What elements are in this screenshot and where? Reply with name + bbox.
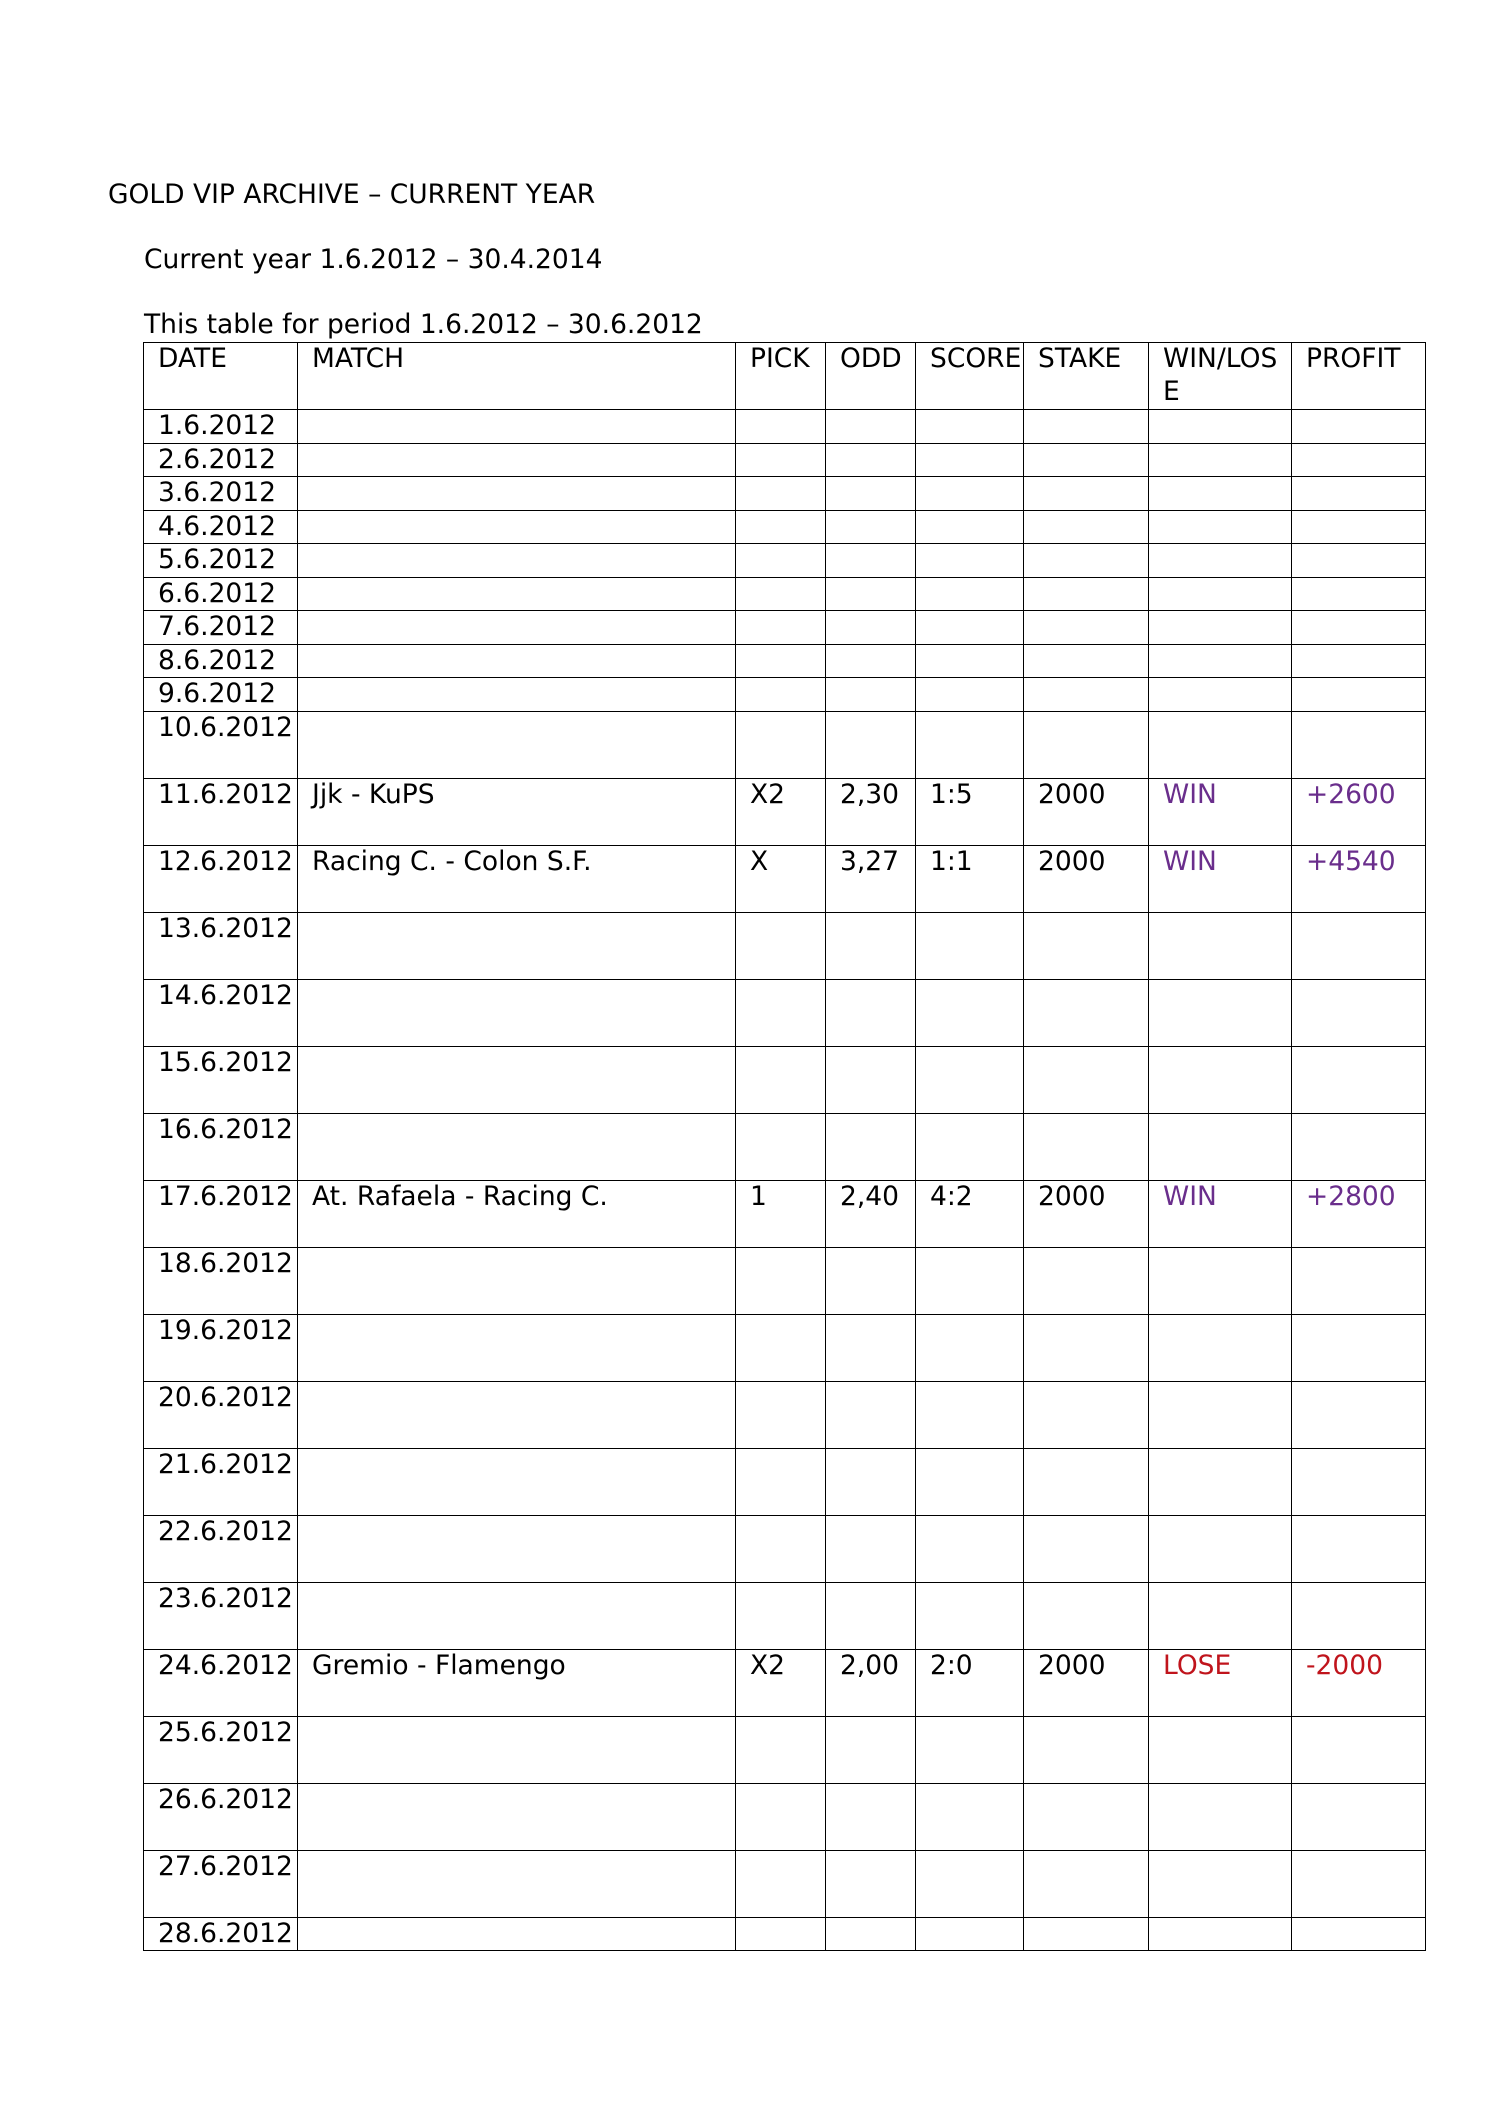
stake-cell bbox=[1024, 1917, 1149, 1951]
date-cell: 11.6.2012 bbox=[144, 778, 298, 845]
pick-cell bbox=[736, 1314, 826, 1381]
score-cell bbox=[916, 1113, 1024, 1180]
stake-cell bbox=[1024, 477, 1149, 511]
match-cell bbox=[298, 477, 736, 511]
pick-cell bbox=[736, 1515, 826, 1582]
table-row bbox=[144, 1649, 1426, 1716]
table-row bbox=[144, 1783, 1426, 1850]
table-row bbox=[144, 912, 1426, 979]
win-lose-cell bbox=[1149, 1314, 1292, 1381]
profit-cell bbox=[1292, 1917, 1426, 1951]
pick-cell bbox=[736, 410, 826, 444]
win-lose-cell bbox=[1149, 1046, 1292, 1113]
pick-cell: X2 bbox=[736, 1649, 826, 1716]
table-row bbox=[144, 678, 1426, 712]
match-cell bbox=[298, 1046, 736, 1113]
match-cell bbox=[298, 711, 736, 778]
win-lose-cell bbox=[1149, 1381, 1292, 1448]
odd-cell: 2,40 bbox=[826, 1180, 916, 1247]
win-lose-cell bbox=[1149, 1783, 1292, 1850]
table-row bbox=[144, 1247, 1426, 1314]
profit-cell bbox=[1292, 1850, 1426, 1917]
score-cell bbox=[916, 410, 1024, 444]
period-line: This table for period 1.6.2012 – 30.6.2012 bbox=[144, 309, 703, 340]
pick-cell bbox=[736, 1917, 826, 1951]
win-lose-cell bbox=[1149, 577, 1292, 611]
odd-cell bbox=[826, 410, 916, 444]
table-row bbox=[144, 1046, 1426, 1113]
table-row bbox=[144, 979, 1426, 1046]
profit-cell bbox=[1292, 510, 1426, 544]
stake-cell bbox=[1024, 1046, 1149, 1113]
odd-cell bbox=[826, 1917, 916, 1951]
date-cell: 23.6.2012 bbox=[144, 1582, 298, 1649]
odd-cell: 3,27 bbox=[826, 845, 916, 912]
header-row bbox=[144, 343, 1426, 410]
win-lose-cell: WIN bbox=[1149, 778, 1292, 845]
odd-cell bbox=[826, 1850, 916, 1917]
win-lose-cell bbox=[1149, 477, 1292, 511]
match-cell bbox=[298, 1850, 736, 1917]
match-cell bbox=[298, 1515, 736, 1582]
table-row bbox=[144, 1381, 1426, 1448]
stake-cell bbox=[1024, 678, 1149, 712]
table-row bbox=[144, 1113, 1426, 1180]
score-cell bbox=[916, 678, 1024, 712]
date-cell: 3.6.2012 bbox=[144, 477, 298, 511]
archive-table-body bbox=[144, 343, 1426, 1951]
win-lose-cell: WIN bbox=[1149, 845, 1292, 912]
match-cell bbox=[298, 1314, 736, 1381]
stake-cell bbox=[1024, 577, 1149, 611]
odd-cell bbox=[826, 678, 916, 712]
win-lose-cell bbox=[1149, 1113, 1292, 1180]
odd-cell bbox=[826, 443, 916, 477]
win-lose-cell bbox=[1149, 544, 1292, 578]
profit-cell bbox=[1292, 1515, 1426, 1582]
profit-cell bbox=[1292, 1582, 1426, 1649]
match-cell bbox=[298, 644, 736, 678]
table-row bbox=[144, 410, 1426, 444]
stake-cell: 2000 bbox=[1024, 778, 1149, 845]
odd-cell bbox=[826, 1582, 916, 1649]
pick-cell bbox=[736, 912, 826, 979]
win-lose-cell bbox=[1149, 979, 1292, 1046]
score-cell: 2:0 bbox=[916, 1649, 1024, 1716]
date-cell: 21.6.2012 bbox=[144, 1448, 298, 1515]
date-cell: 14.6.2012 bbox=[144, 979, 298, 1046]
stake-cell bbox=[1024, 1381, 1149, 1448]
date-cell: 25.6.2012 bbox=[144, 1716, 298, 1783]
table-row bbox=[144, 443, 1426, 477]
header-profit: PROFIT bbox=[1292, 343, 1426, 410]
pick-cell bbox=[736, 577, 826, 611]
score-cell bbox=[916, 644, 1024, 678]
score-cell bbox=[916, 477, 1024, 511]
date-cell: 7.6.2012 bbox=[144, 611, 298, 645]
pick-cell bbox=[736, 1046, 826, 1113]
table-row bbox=[144, 577, 1426, 611]
match-cell bbox=[298, 577, 736, 611]
odd-cell bbox=[826, 1046, 916, 1113]
pick-cell: X2 bbox=[736, 778, 826, 845]
odd-cell bbox=[826, 1314, 916, 1381]
score-cell bbox=[916, 1783, 1024, 1850]
date-cell: 27.6.2012 bbox=[144, 1850, 298, 1917]
header-win-lose: WIN/LOSE bbox=[1149, 343, 1292, 410]
stake-cell bbox=[1024, 1582, 1149, 1649]
win-lose-cell bbox=[1149, 678, 1292, 712]
date-cell: 28.6.2012 bbox=[144, 1917, 298, 1951]
date-cell: 5.6.2012 bbox=[144, 544, 298, 578]
table-row bbox=[144, 1180, 1426, 1247]
match-cell bbox=[298, 1716, 736, 1783]
archive-table bbox=[143, 342, 1426, 1951]
match-cell: Gremio - Flamengo bbox=[298, 1649, 736, 1716]
score-cell bbox=[916, 979, 1024, 1046]
pick-cell bbox=[736, 1716, 826, 1783]
profit-cell bbox=[1292, 1247, 1426, 1314]
stake-cell: 2000 bbox=[1024, 1649, 1149, 1716]
win-lose-cell bbox=[1149, 711, 1292, 778]
header-date: DATE bbox=[144, 343, 298, 410]
match-cell bbox=[298, 544, 736, 578]
odd-cell bbox=[826, 1448, 916, 1515]
pick-cell bbox=[736, 477, 826, 511]
win-lose-cell bbox=[1149, 1716, 1292, 1783]
header-score: SCORE bbox=[916, 343, 1024, 410]
stake-cell bbox=[1024, 1850, 1149, 1917]
odd-cell bbox=[826, 510, 916, 544]
match-cell: Jjk - KuPS bbox=[298, 778, 736, 845]
table-row bbox=[144, 1716, 1426, 1783]
win-lose-cell: WIN bbox=[1149, 1180, 1292, 1247]
profit-cell bbox=[1292, 711, 1426, 778]
date-cell: 6.6.2012 bbox=[144, 577, 298, 611]
pick-cell bbox=[736, 1448, 826, 1515]
profit-cell bbox=[1292, 544, 1426, 578]
date-cell: 2.6.2012 bbox=[144, 443, 298, 477]
stake-cell bbox=[1024, 410, 1149, 444]
match-cell bbox=[298, 611, 736, 645]
profit-cell bbox=[1292, 443, 1426, 477]
table-row bbox=[144, 1582, 1426, 1649]
score-cell bbox=[916, 1716, 1024, 1783]
pick-cell bbox=[736, 979, 826, 1046]
stake-cell bbox=[1024, 1314, 1149, 1381]
pick-cell bbox=[736, 443, 826, 477]
score-cell bbox=[916, 577, 1024, 611]
table-row bbox=[144, 1850, 1426, 1917]
score-cell bbox=[916, 443, 1024, 477]
match-cell bbox=[298, 1247, 736, 1314]
match-cell bbox=[298, 979, 736, 1046]
score-cell bbox=[916, 544, 1024, 578]
profit-cell bbox=[1292, 1314, 1426, 1381]
profit-cell bbox=[1292, 1046, 1426, 1113]
score-cell bbox=[916, 711, 1024, 778]
table-row bbox=[144, 1917, 1426, 1951]
date-cell: 19.6.2012 bbox=[144, 1314, 298, 1381]
stake-cell bbox=[1024, 510, 1149, 544]
profit-cell bbox=[1292, 1113, 1426, 1180]
odd-cell bbox=[826, 544, 916, 578]
stake-cell bbox=[1024, 544, 1149, 578]
profit-cell bbox=[1292, 912, 1426, 979]
win-lose-cell bbox=[1149, 410, 1292, 444]
odd-cell bbox=[826, 1247, 916, 1314]
match-cell bbox=[298, 510, 736, 544]
stake-cell bbox=[1024, 1247, 1149, 1314]
win-lose-cell: LOSE bbox=[1149, 1649, 1292, 1716]
score-cell bbox=[916, 1582, 1024, 1649]
match-cell bbox=[298, 1381, 736, 1448]
table-row bbox=[144, 1314, 1426, 1381]
pick-cell bbox=[736, 1247, 826, 1314]
stake-cell bbox=[1024, 1515, 1149, 1582]
stake-cell bbox=[1024, 912, 1149, 979]
profit-cell bbox=[1292, 410, 1426, 444]
odd-cell bbox=[826, 1113, 916, 1180]
profit-cell bbox=[1292, 979, 1426, 1046]
table-row bbox=[144, 778, 1426, 845]
score-cell bbox=[916, 1046, 1024, 1113]
odd-cell bbox=[826, 979, 916, 1046]
profit-cell: +4540 bbox=[1292, 845, 1426, 912]
score-cell bbox=[916, 912, 1024, 979]
profit-cell bbox=[1292, 1448, 1426, 1515]
table-row bbox=[144, 544, 1426, 578]
profit-cell: +2800 bbox=[1292, 1180, 1426, 1247]
win-lose-cell bbox=[1149, 611, 1292, 645]
win-lose-cell bbox=[1149, 1448, 1292, 1515]
stake-cell bbox=[1024, 611, 1149, 645]
profit-cell bbox=[1292, 678, 1426, 712]
score-cell bbox=[916, 1247, 1024, 1314]
date-cell: 22.6.2012 bbox=[144, 1515, 298, 1582]
score-cell bbox=[916, 1448, 1024, 1515]
table-row bbox=[144, 510, 1426, 544]
pick-cell bbox=[736, 1850, 826, 1917]
odd-cell bbox=[826, 1381, 916, 1448]
stake-cell bbox=[1024, 1716, 1149, 1783]
score-cell bbox=[916, 1917, 1024, 1951]
table-row bbox=[144, 1448, 1426, 1515]
date-cell: 15.6.2012 bbox=[144, 1046, 298, 1113]
pick-cell bbox=[736, 544, 826, 578]
match-cell bbox=[298, 1917, 736, 1951]
profit-cell bbox=[1292, 1716, 1426, 1783]
match-cell: Racing C. - Colon S.F. bbox=[298, 845, 736, 912]
odd-cell bbox=[826, 477, 916, 511]
document-title: GOLD VIP ARCHIVE – CURRENT YEAR bbox=[108, 179, 596, 210]
pick-cell bbox=[736, 510, 826, 544]
stake-cell bbox=[1024, 1448, 1149, 1515]
profit-cell bbox=[1292, 644, 1426, 678]
pick-cell bbox=[736, 644, 826, 678]
score-cell bbox=[916, 510, 1024, 544]
match-cell bbox=[298, 443, 736, 477]
table-row bbox=[144, 711, 1426, 778]
win-lose-cell bbox=[1149, 1917, 1292, 1951]
win-lose-cell bbox=[1149, 510, 1292, 544]
score-cell bbox=[916, 1515, 1024, 1582]
date-cell: 16.6.2012 bbox=[144, 1113, 298, 1180]
odd-cell bbox=[826, 611, 916, 645]
date-cell: 24.6.2012 bbox=[144, 1649, 298, 1716]
pick-cell bbox=[736, 711, 826, 778]
match-cell: At. Rafaela - Racing C. bbox=[298, 1180, 736, 1247]
score-cell bbox=[916, 611, 1024, 645]
pick-cell bbox=[736, 1582, 826, 1649]
win-lose-cell bbox=[1149, 443, 1292, 477]
date-cell: 10.6.2012 bbox=[144, 711, 298, 778]
header-odd: ODD bbox=[826, 343, 916, 410]
odd-cell bbox=[826, 577, 916, 611]
pick-cell: X bbox=[736, 845, 826, 912]
profit-cell bbox=[1292, 1783, 1426, 1850]
win-lose-cell bbox=[1149, 912, 1292, 979]
date-cell: 20.6.2012 bbox=[144, 1381, 298, 1448]
odd-cell bbox=[826, 1716, 916, 1783]
odd-cell bbox=[826, 1783, 916, 1850]
match-cell bbox=[298, 1582, 736, 1649]
score-cell bbox=[916, 1850, 1024, 1917]
date-cell: 26.6.2012 bbox=[144, 1783, 298, 1850]
pick-cell bbox=[736, 611, 826, 645]
odd-cell bbox=[826, 912, 916, 979]
odd-cell bbox=[826, 644, 916, 678]
date-cell: 8.6.2012 bbox=[144, 644, 298, 678]
profit-cell bbox=[1292, 1381, 1426, 1448]
match-cell bbox=[298, 678, 736, 712]
win-lose-cell bbox=[1149, 1582, 1292, 1649]
win-lose-cell bbox=[1149, 1247, 1292, 1314]
win-lose-cell bbox=[1149, 1515, 1292, 1582]
header-pick: PICK bbox=[736, 343, 826, 410]
current-year-line: Current year 1.6.2012 – 30.4.2014 bbox=[144, 244, 603, 275]
profit-cell: -2000 bbox=[1292, 1649, 1426, 1716]
score-cell bbox=[916, 1381, 1024, 1448]
table-row bbox=[144, 477, 1426, 511]
stake-cell bbox=[1024, 644, 1149, 678]
pick-cell bbox=[736, 1113, 826, 1180]
pick-cell bbox=[736, 1381, 826, 1448]
match-cell bbox=[298, 912, 736, 979]
win-lose-cell bbox=[1149, 644, 1292, 678]
header-match: MATCH bbox=[298, 343, 736, 410]
table-row bbox=[144, 644, 1426, 678]
odd-cell bbox=[826, 1515, 916, 1582]
profit-cell bbox=[1292, 477, 1426, 511]
pick-cell bbox=[736, 678, 826, 712]
table-row bbox=[144, 611, 1426, 645]
profit-cell bbox=[1292, 577, 1426, 611]
stake-cell: 2000 bbox=[1024, 845, 1149, 912]
stake-cell: 2000 bbox=[1024, 1180, 1149, 1247]
stake-cell bbox=[1024, 979, 1149, 1046]
odd-cell bbox=[826, 711, 916, 778]
win-lose-cell bbox=[1149, 1850, 1292, 1917]
score-cell: 1:1 bbox=[916, 845, 1024, 912]
date-cell: 12.6.2012 bbox=[144, 845, 298, 912]
date-cell: 9.6.2012 bbox=[144, 678, 298, 712]
match-cell bbox=[298, 1783, 736, 1850]
table-row bbox=[144, 1515, 1426, 1582]
score-cell: 1:5 bbox=[916, 778, 1024, 845]
date-cell: 13.6.2012 bbox=[144, 912, 298, 979]
odd-cell: 2,30 bbox=[826, 778, 916, 845]
stake-cell bbox=[1024, 443, 1149, 477]
match-cell bbox=[298, 410, 736, 444]
profit-cell bbox=[1292, 611, 1426, 645]
date-cell: 1.6.2012 bbox=[144, 410, 298, 444]
header-stake: STAKE bbox=[1024, 343, 1149, 410]
stake-cell bbox=[1024, 1783, 1149, 1850]
pick-cell: 1 bbox=[736, 1180, 826, 1247]
odd-cell: 2,00 bbox=[826, 1649, 916, 1716]
table-row bbox=[144, 845, 1426, 912]
stake-cell bbox=[1024, 1113, 1149, 1180]
profit-cell: +2600 bbox=[1292, 778, 1426, 845]
date-cell: 18.6.2012 bbox=[144, 1247, 298, 1314]
match-cell bbox=[298, 1448, 736, 1515]
score-cell bbox=[916, 1314, 1024, 1381]
date-cell: 4.6.2012 bbox=[144, 510, 298, 544]
date-cell: 17.6.2012 bbox=[144, 1180, 298, 1247]
pick-cell bbox=[736, 1783, 826, 1850]
match-cell bbox=[298, 1113, 736, 1180]
stake-cell bbox=[1024, 711, 1149, 778]
score-cell: 4:2 bbox=[916, 1180, 1024, 1247]
